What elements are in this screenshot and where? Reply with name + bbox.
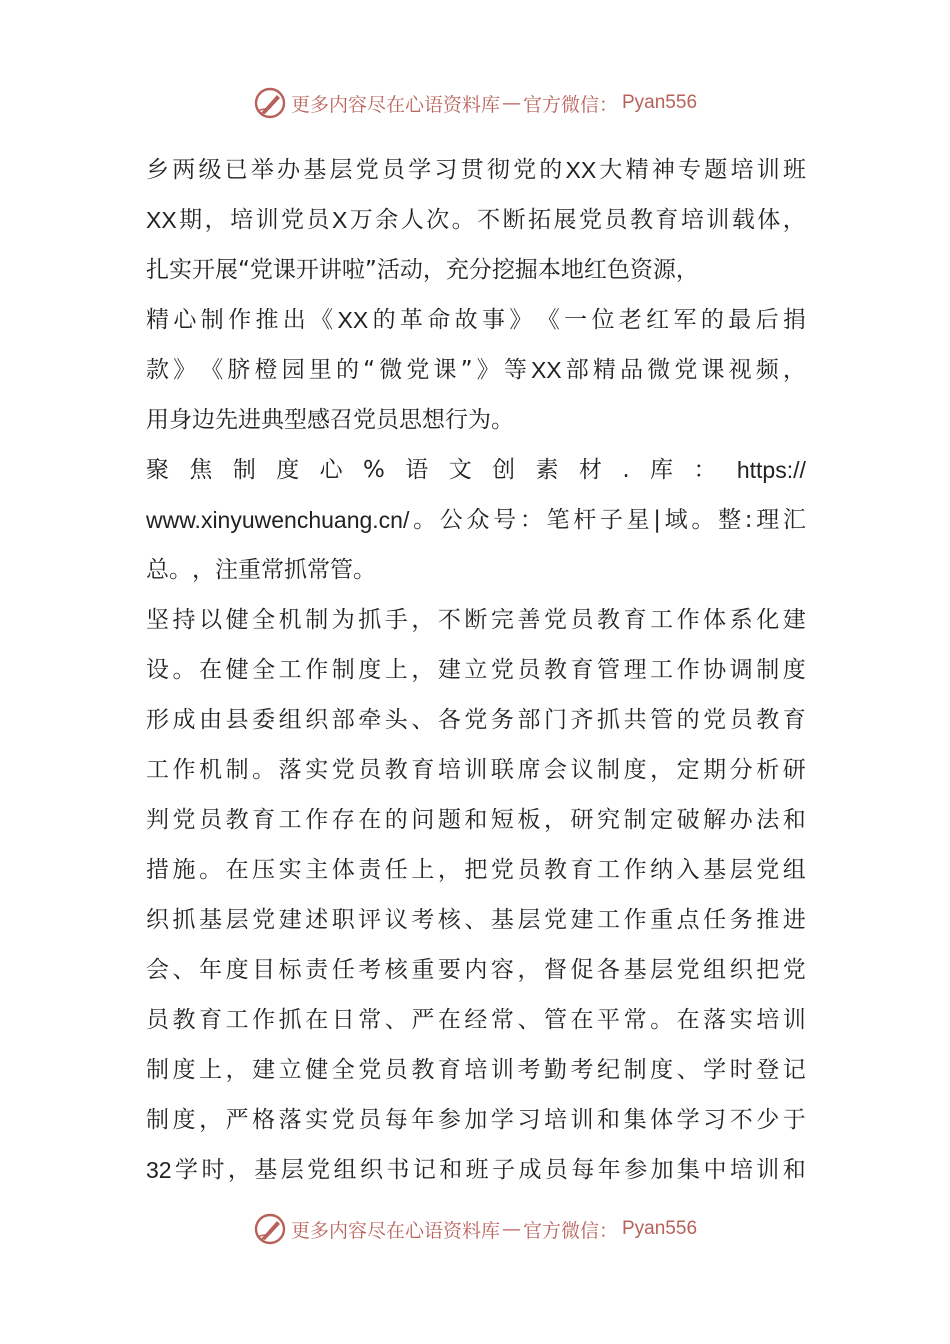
text-line: 判 党 员 教 育 工 作 存 在 的 问 题 和 短 板 ， 研 究 制 定 破 解 办 法 和 <box>146 807 806 833</box>
text-line: 织 抓 基 层 党 建 述 职 评 议 考 核 、 基 层 党 建 工 作 重 点 任 务 推 进 <box>146 907 806 933</box>
feather-pen-logo-icon <box>253 86 287 120</box>
text-line: 员 教 育 工 作 抓 在 日 常 、 严 在 经 常 、 管 在 平 常 。 在 落 实 培 训 <box>146 1007 806 1033</box>
body-text <box>146 145 806 1195</box>
text-line: 设 。 在 健 全 工 作 制 度 上 ， 建 立 党 员 教 育 管 理 工 作 协 调 制 度 <box>146 657 806 683</box>
text-line: 工 作 机 制 。 落 实 党 员 教 育 培 训 联 席 会 议 制 度 ， 定 期 分 析 研 <box>146 757 806 783</box>
text-line: 乡 两 级 已 举 办 基 层 党 员 学 习 贯 彻 党 的 XX 大 精 神 专 题 培 训 班 <box>146 157 806 183</box>
text-line: 坚 持 以 健 全 机 制 为 抓 手 ， 不 断 完 善 党 员 教 育 工 作 体 系 化 建 <box>146 607 806 633</box>
banner-wechat-label: 官方微信： <box>522 93 618 116</box>
banner-brand: 更多内容尽在心语资料库 <box>290 93 500 116</box>
text-line: 精 心 制 作 推 出 《 XX 的 革 命 故 事 》 《 一 位 老 红 军 的 最 后 捐 <box>146 307 806 333</box>
header-banner <box>0 83 950 123</box>
banner-brand: 更多内容尽在心语资料库 <box>290 1219 500 1242</box>
text-line: www.xinyuwenchuang.cn/ 。 公 众 号 ： 笔 杆 子 星 | 域 。 整 : 理 汇 <box>146 507 806 533</box>
footer-banner <box>0 1209 950 1249</box>
banner-dash: — <box>501 92 521 114</box>
text-line: 32 学 时 ， 基 层 党 组 织 书 记 和 班 子 成 员 每 年 参 加 集 中 培 训 和 <box>146 1157 806 1183</box>
text-line: 总 。 ， 注 重 常 抓 常 管 。 <box>146 557 376 583</box>
banner-wechat-id: Pyan556 <box>622 92 698 113</box>
text-line: 聚 焦 制 度 心 % 语 文 创 素 材 . 库 ： https:// <box>146 457 806 483</box>
banner-wechat-label: 官方微信： <box>522 1219 618 1242</box>
text-line: 制 度 ， 严 格 落 实 党 员 每 年 参 加 学 习 培 训 和 集 体 学 习 不 少 于 <box>146 1107 806 1133</box>
text-line: XX 期 ， 培 训 党 员 X 万 余 人 次 。 不 断 拓 展 党 员 教 育 培 训 载 体 ， <box>146 207 806 233</box>
text-line: 用 身 边 先 进 典 型 感 召 党 员 思 想 行 为 。 <box>146 407 514 433</box>
text-line: 措 施 。 在 压 实 主 体 责 任 上 ， 把 党 员 教 育 工 作 纳 入 基 层 党 组 <box>146 857 806 883</box>
feather-pen-logo-icon <box>253 1212 287 1246</box>
banner-dash: — <box>501 1218 521 1240</box>
text-line: 款 》 《 脐 橙 园 里 的 “ 微 党 课 ” 》 等 XX 部 精 品 微 党 课 视 频 ， <box>146 357 806 383</box>
text-line: 形 成 由 县 委 组 织 部 牵 头 、 各 党 务 部 门 齐 抓 共 管 的 党 员 教 育 <box>146 707 806 733</box>
text-line: 会 、 年 度 目 标 责 任 考 核 重 要 内 容 ， 督 促 各 基 层 党 组 织 把 党 <box>146 957 806 983</box>
text-line: 制 度 上 ， 建 立 健 全 党 员 教 育 培 训 考 勤 考 纪 制 度 、 学 时 登 记 <box>146 1057 806 1083</box>
banner-wechat-id: Pyan556 <box>622 1218 698 1239</box>
text-line: 扎 实 开 展 “ 党 课 开 讲 啦 ” 活 动 ， 充 分 挖 掘 本 地 红 色 资 源 ， <box>146 257 699 283</box>
